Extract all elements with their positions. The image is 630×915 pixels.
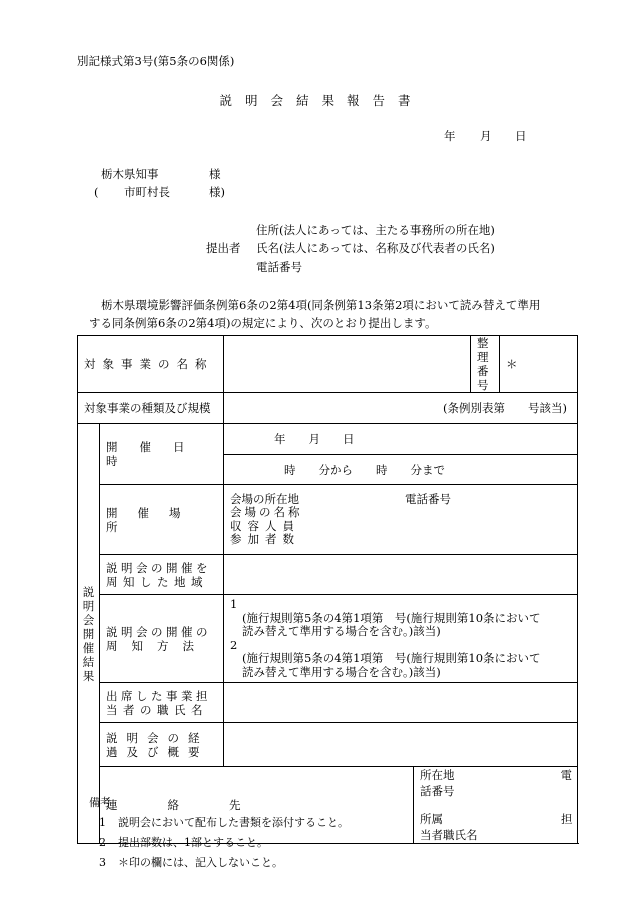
contact-phone: 電話番号: [420, 768, 572, 798]
addressee-paren: (: [94, 185, 99, 199]
project-name-label: 対象事業の名称: [78, 336, 224, 393]
submitter-label: 提出者: [206, 241, 241, 255]
addressee-mayor-suffix: 様): [209, 185, 225, 199]
registration-field[interactable]: [500, 336, 578, 393]
method-1-line1: (施行規則第5条の4第1項第 号(施行規則第10条において: [242, 610, 541, 625]
venue-location: 会場の所在地: [230, 491, 299, 506]
date-month: 月: [480, 129, 492, 143]
note-item: 3 ＊印の欄には、記入しないこと。: [99, 856, 283, 869]
method-2-line2: 読み替えて準用する場合を含む。)該当): [242, 664, 441, 679]
venue-field[interactable]: [224, 485, 578, 555]
project-type-label: 対象事業の種類及び規模: [78, 393, 224, 424]
contact-person: 担当者職氏名: [420, 812, 573, 842]
notice-method-field[interactable]: [224, 595, 578, 683]
notes-heading: 備考: [89, 796, 111, 809]
date-day: 日: [515, 129, 527, 143]
contact-field[interactable]: [414, 767, 578, 844]
method-2-num: 2: [230, 637, 238, 652]
form-number: 別記様式第3号(第5条の6関係): [77, 54, 235, 68]
notes: [77, 793, 349, 873]
submitter-address: 住所(法人にあっては、主たる事務所の所在地): [256, 223, 495, 237]
project-type-note: (条例別表第 号該当): [443, 401, 567, 415]
venue-attendees: 参加者数: [230, 532, 300, 546]
staff-field[interactable]: [224, 683, 578, 723]
date-line1-text: 年 月 日: [274, 432, 355, 446]
date-label: 開催日時: [100, 424, 224, 485]
summary-label: 説明会の経 過及び概要: [100, 723, 224, 767]
method-2-line1: (施行規則第5条の4第1項第 号(施行規則第10条において: [242, 651, 541, 665]
section-label-vertical: 説 明 会 開 催 結 果: [78, 424, 100, 844]
addressee-governor-suffix: 様: [209, 167, 221, 181]
summary-field[interactable]: [224, 723, 578, 767]
intro-line-1: 栃木県環境影響評価条例第6条の2第4項(同条例第13条第2項において読み替えて準用: [101, 298, 541, 312]
date-line2-text: 時 分から 時 分まで: [284, 462, 445, 477]
document-title: 説 明 会 結 果 報 告 書: [219, 93, 411, 108]
venue-capacity: 収容人員: [230, 518, 300, 533]
project-type-field[interactable]: [224, 393, 578, 424]
registration-label: 整理番号: [471, 336, 500, 393]
notified-area-label: 説明会の開催を 周知した地域: [100, 555, 224, 595]
note-item: 1 説明会において配布した書類を添付すること。: [99, 816, 349, 829]
venue-phone: 電話番号: [405, 491, 451, 506]
venue-label: 開催場所: [100, 485, 224, 555]
contact-location: 所在地: [420, 768, 455, 782]
method-1-line2: 読み替えて準用する場合を含む。)該当): [242, 624, 441, 638]
registration-mark: ＊: [506, 357, 518, 371]
report-table: [77, 335, 578, 844]
addressee-governor: 栃木県知事: [101, 167, 159, 181]
contact-label: 連絡先: [100, 767, 414, 844]
date-year: 年: [444, 129, 456, 143]
addressee-mayor: 市町村長: [124, 185, 170, 199]
method-1-num: 1: [230, 597, 238, 611]
intro-line-2: する同条例第6条の2第4項)の規定により、次のとおり提出します。: [89, 316, 437, 330]
submitter-phone: 電話番号: [256, 260, 302, 274]
date-field-line1[interactable]: [224, 424, 578, 455]
notice-method-label: 説明会の開催の 周知方法: [100, 595, 224, 683]
staff-label: 出席した事業担 当者の職氏名: [100, 683, 224, 723]
notified-area-field[interactable]: [224, 555, 578, 595]
date-field-line2[interactable]: [224, 455, 578, 485]
venue-name: 会場の名称: [230, 505, 303, 519]
project-name-field[interactable]: [224, 336, 471, 393]
contact-dept: 所属: [420, 812, 443, 826]
submitter-name: 氏名(法人にあっては、名称及び代表者の氏名): [256, 241, 495, 255]
note-item: 2 提出部数は、1部とすること。: [99, 836, 268, 849]
